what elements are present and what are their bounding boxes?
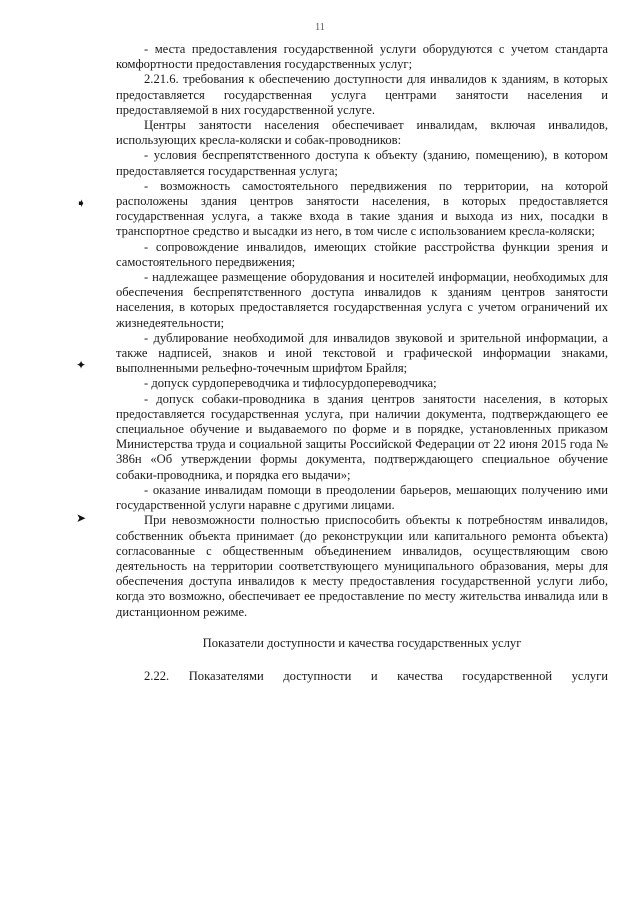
margin-marker-icon: ➧	[76, 196, 87, 210]
document-body	[116, 42, 608, 684]
paragraph: 2.22. Показателями доступности и качества государственной услуги	[144, 668, 608, 683]
paragraph: - надлежащее размещение оборудования и носителей информации, необходимых для обеспечения беспрепятственного доступа инвалидов к зданиям центров занятости населения, в которых предоставляется государственная услуга с учетом ограничений их жизнедеятельности;	[116, 270, 608, 330]
margin-marker-icon: ➤	[76, 511, 87, 525]
paragraph: - места предоставления государственной услуги оборудуются с учетом стандарта комфортности предоставления государственных услуг;	[116, 42, 608, 72]
paragraph: При невозможности полностью приспособить объекты к потребностям инвалидов, собственник объекта принимает (до реконструкции или капитального ремонта объекта) согласованные с общественным объединением инвалидов, осуществляющим свою деятельность на территории соответствующего муниципального образования, меры для обеспечения доступа инвалидов к месту предоставления государственной услуги либо, когда это возможно, обеспечивает ее предоставление по месту жительства инвалида или в дистанционном режиме.	[116, 513, 608, 619]
paragraph: - сопровождение инвалидов, имеющих стойкие расстройства функции зрения и самостоятельного передвижения;	[116, 239, 608, 269]
paragraph: - оказание инвалидам помощи в преодолении барьеров, мешающих получению ими государственной услуги наравне с другими лицами.	[116, 482, 608, 513]
paragraph: - допуск сурдопереводчика и тифлосурдопереводчика;	[144, 376, 437, 391]
paragraph: - условия беспрепятственного доступа к объекту (зданию, помещению), в котором предоставляется государственная услуга;	[116, 148, 608, 178]
section-heading: Показатели доступности и качества государственных услуг	[202, 635, 522, 650]
margin-marker-icon: ✦	[76, 358, 87, 372]
paragraph: - дублирование необходимой для инвалидов звуковой и зрительной информации, а также надписей, знаков и иной текстовой и графической информации знаками, выполненными рельефно-точечным шрифтом Брайля;	[116, 330, 608, 376]
paragraph: Центры занятости населения обеспечивает инвалидам, включая инвалидов, использующих кресла-коляски и собак-проводников:	[116, 118, 608, 148]
paragraph: - допуск собаки-проводника в здания центров занятости населения, в которых предоставляется государственная услуга, при наличии документа, подтверждающего ее специальное обучение и выдаваемого по форме и в порядке, установленных приказом Министерства труда и социальной защиты Российской Федерации от 22 июня 2015 года № 386н «Об утверждении формы документа, подтверждающего специальное обучение собаки-проводника, и порядка его выдачи»;	[116, 391, 608, 482]
page-number: 11	[315, 22, 325, 33]
paragraph: 2.21.6. требования к обеспечению доступности для инвалидов к зданиям, в которых предоставляется государственная услуга центрами занятости населения и предоставляемой в них государственной услуге.	[116, 72, 608, 117]
paragraph: - возможность самостоятельного передвижения по территории, на которой расположены здания центров занятости населения, в которых предоставляется государственная услуга, а также входа в такие здания и выхода из них, посадки в транспортное средство и высадки из него, в том числе с использованием кресла-коляски;	[116, 178, 608, 239]
